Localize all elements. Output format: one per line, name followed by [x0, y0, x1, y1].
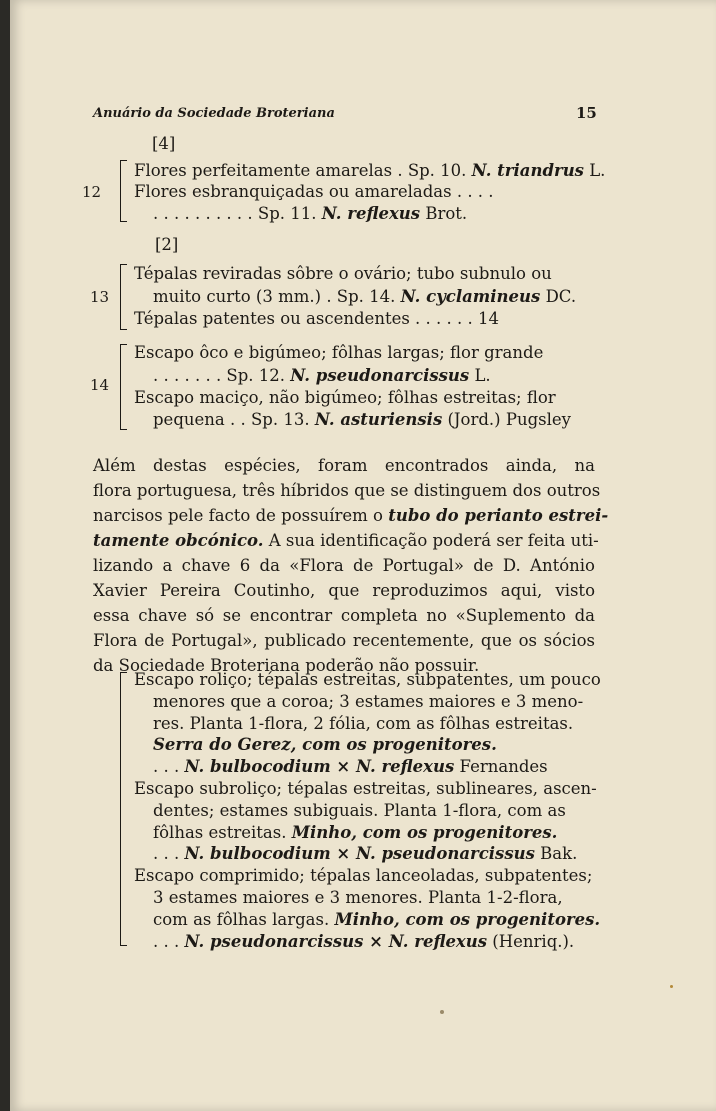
paragraph-line: Além destas espécies, foram encontrados ainda, na — [93, 456, 595, 475]
hybrid-key-line: Escapo comprimido; tépalas lanceoladas, subpatentes; — [134, 866, 593, 886]
key-line: Flores perfeitamente amarelas . Sp. 10. N. triandrus L. — [134, 161, 606, 180]
paragraph-line: narcisos pele facto de possuírem o tubo do perianto estrei- — [93, 506, 609, 525]
key-line: . . . . . . . . . . Sp. 11. N. reflexus Brot. — [153, 204, 468, 223]
running-header: Anuário da Sociedade Broteriana — [93, 106, 335, 121]
key-number: 13 — [90, 288, 110, 306]
paragraph-line: lizando a chave 6 da «Flora de Portugal» de D. António — [93, 556, 595, 575]
paragraph-line: Xavier Pereira Coutinho, que reproduzimos aqui, visto — [93, 581, 595, 600]
hybrid-key-line: fôlhas estreitas. Minho, com os progenitores. — [153, 822, 558, 842]
paragraph-line: flora portuguesa, três híbridos que se distinguem dos outros — [93, 481, 601, 500]
book-page — [10, 0, 716, 1111]
key-line: Tépalas reviradas sôbre o ovário; tubo subnulo ou — [134, 264, 552, 283]
key-line: pequena . . Sp. 13. N. asturiensis (Jord.) Pugsley — [153, 410, 571, 429]
paragraph-line: Flora de Portugal», publicado recentemente, que os sócios — [93, 631, 595, 650]
key-brace — [120, 160, 127, 222]
hybrid-key-line: 3 estames maiores e 3 menores. Planta 1-2-flora, — [153, 888, 563, 907]
hybrid-key-line: Escapo subroliço; tépalas estreitas, sublineares, ascen- — [134, 779, 597, 798]
hybrid-key-line: . . . N. pseudonarcissus × N. reflexus (Henriq.). — [153, 931, 575, 951]
paper-spot — [670, 985, 673, 988]
page-number: 15 — [576, 104, 597, 122]
paper-spot — [440, 1010, 444, 1014]
hybrid-key-line: . . . N. bulbocodium × N. reflexus Fernandes — [153, 757, 548, 777]
key-brace — [120, 344, 127, 430]
hybrid-key-line: com as fôlhas largas. Minho, com os progenitores. — [153, 909, 601, 929]
key-line: . . . . . . . Sp. 12. N. pseudonarcissus L. — [153, 366, 491, 385]
key-number: 12 — [82, 183, 102, 201]
body-paragraph — [93, 453, 609, 678]
hybrid-key-line: menores que a coroa; 3 estames maiores e 3 meno- — [153, 691, 584, 711]
hybrid-key-line: . . . N. bulbocodium × N. pseudonarcissus Bak. — [153, 844, 578, 864]
key-line: Tépalas patentes ou ascendentes . . . . . . 14 — [134, 309, 499, 328]
key-number: 14 — [90, 376, 110, 394]
hybrid-key-line: dentes; estames subiguais. Planta 1-flora, com as — [153, 800, 566, 820]
paragraph-line: essa chave só se encontrar completa no «Suplemento da — [93, 606, 595, 625]
key-line: Escapo maciço, não bigúmeo; fôlhas estreitas; flor — [134, 388, 556, 407]
cross-reference-label: [4] — [152, 134, 176, 153]
hybrid-key-line: Escapo roliço; tépalas estreitas, subpatentes, um pouco — [134, 670, 601, 689]
paragraph-line: da Sociedade Broteriana poderão não possuir. — [93, 656, 480, 675]
paragraph-line: tamente obcónico. A sua identificação poderá ser feita uti- — [93, 531, 599, 550]
key-line: muito curto (3 mm.) . Sp. 14. N. cyclamineus DC. — [153, 287, 577, 306]
cross-reference-label: [2] — [155, 235, 179, 254]
hybrid-key-brace — [120, 672, 127, 946]
key-line: Escapo ôco e bigúmeo; fôlhas largas; flor grande — [134, 343, 544, 362]
key-line: Flores esbranquiçadas ou amareladas . . . . — [134, 182, 494, 201]
hybrid-key-line: Serra do Gerez, com os progenitores. — [153, 735, 497, 755]
hybrid-key-line: res. Planta 1-flora, 2 fólia, com as fôlhas estreitas. — [153, 713, 574, 733]
key-brace — [120, 264, 127, 330]
